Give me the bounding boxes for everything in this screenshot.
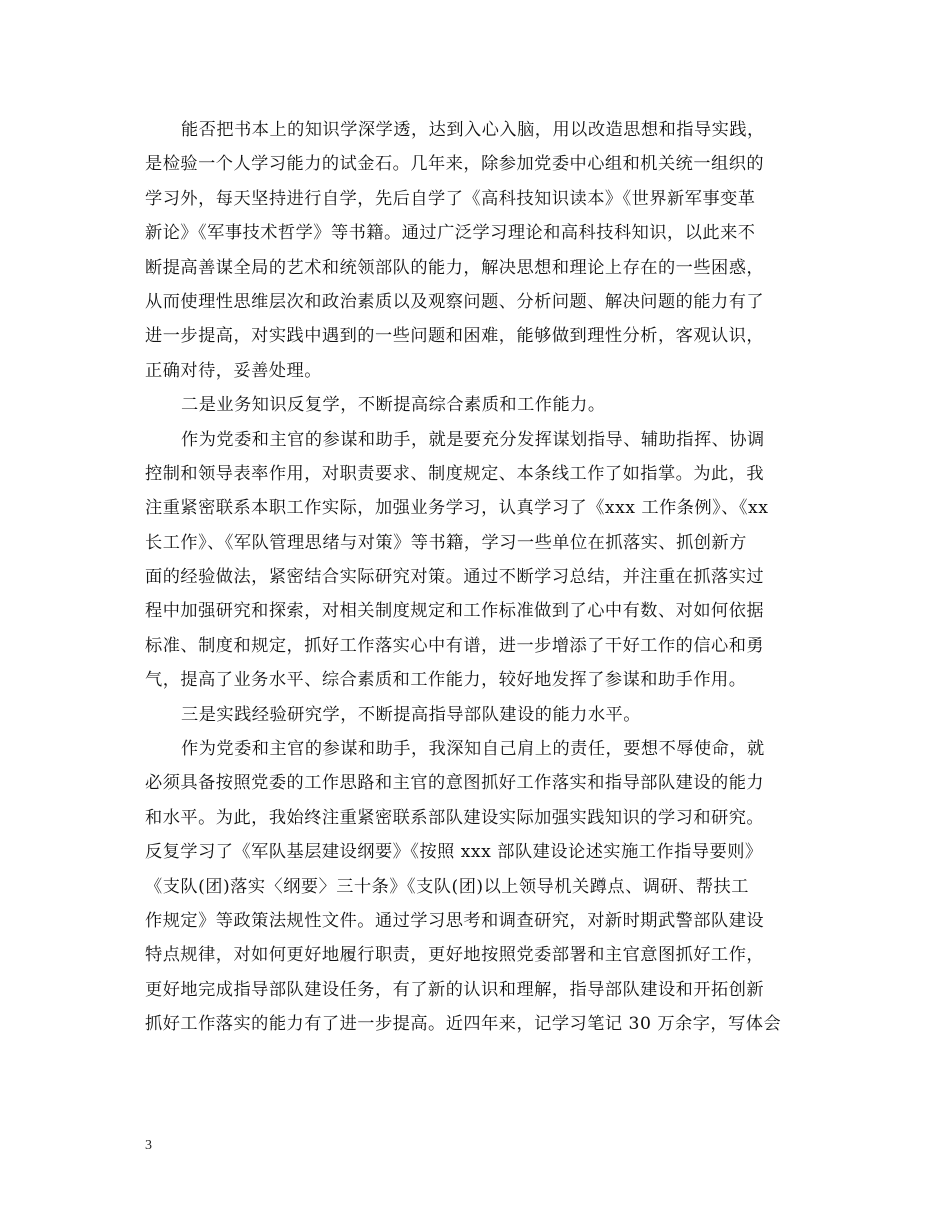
text-line: 注重紧密联系本职工作实际，加强业务学习，认真学习了《xxx 工作条例》、《xx xyxy=(145,498,769,519)
text-line: 气，提高了业务水平、综合素质和工作能力，较好地发挥了参谋和助手作用。 xyxy=(145,670,747,691)
text-line: 学习外，每天坚持进行自学，先后自学了《高科技知识读本》《世界新军事变革 xyxy=(145,188,756,209)
text-line: 正确对待，妥善处理。 xyxy=(145,360,322,381)
text-line: 标准、制度和规定，抓好工作落实心中有谱，进一步增添了干好工作的信心和勇 xyxy=(145,635,765,656)
text-line: 面的经验做法，紧密结合实际研究对策。通过不断学习总结，并注重在抓落实过 xyxy=(145,567,765,588)
text-line: 作为党委和主官的参谋和助手，就是要充分发挥谋划指导、辅助指挥、协调 xyxy=(181,429,765,450)
text-line: 特点规律，对如何更好地履行职责，更好地按照党委部署和主官意图抓好工作， xyxy=(145,945,765,966)
page-number: 3 xyxy=(145,1138,152,1153)
body-text xyxy=(145,113,812,1042)
text-line: 长工作》、《军队管理思绪与对策》等书籍，学习一些单位在抓落实、抓创新方 xyxy=(145,532,747,553)
section-heading: 二是业务知识反复学，不断提高综合素质和工作能力。 xyxy=(181,395,606,416)
text-line: 作规定》等政策法规性文件。通过学习思考和调查研究，对新时期武警部队建设 xyxy=(145,910,765,931)
section-heading: 三是实践经验研究学，不断提高指导部队建设的能力水平。 xyxy=(181,704,641,725)
text-line: 《支队(团)落实〈纲要〉三十条》《支队(团)以上领导机关蹲点、调研、帮扶工 xyxy=(145,876,749,897)
text-line: 控制和领导表率作用，对职责要求、制度规定、本条线工作了如指掌。为此，我 xyxy=(145,463,765,484)
text-line: 断提高善谋全局的艺术和统领部队的能力，解决思想和理论上存在的一些困惑， xyxy=(145,257,765,278)
text-line: 更好地完成指导部队建设任务，有了新的认识和理解，指导部队建设和开拓创新 xyxy=(145,979,765,1000)
text-line: 反复学习了《军队基层建设纲要》《按照 xxx 部队建设论述实施工作指导要则》 xyxy=(145,842,763,863)
text-line: 能否把书本上的知识学深学透，达到入心入脑，用以改造思想和指导实践， xyxy=(181,120,765,140)
text-line: 是检验一个人学习能力的试金石。几年来，除参加党委中心组和机关统一组织的 xyxy=(145,154,765,175)
text-line: 程中加强研究和探索，对相关制度规定和工作标准做到了心中有数、对如何依据 xyxy=(145,601,765,622)
text-line: 抓好工作落实的能力有了进一步提高。近四年来，记学习笔记 30 万余字，写体会 xyxy=(145,1014,782,1035)
text-line: 必须具备按照党委的工作思路和主官的意图抓好工作落实和指导部队建设的能力 xyxy=(145,773,765,794)
text-line: 从而使理性思维层次和政治素质以及观察问题、分析问题、解决问题的能力有了 xyxy=(145,291,765,312)
text-line: 进一步提高，对实践中遇到的一些问题和困难，能够做到理性分析，客观认识， xyxy=(145,326,765,347)
text-line: 和水平。为此，我始终注重紧密联系部队建设实际加强实践知识的学习和研究。 xyxy=(145,807,765,828)
text-line: 作为党委和主官的参谋和助手，我深知自己肩上的责任，要想不辱使命，就 xyxy=(181,739,765,760)
text-line: 新论》《军事技术哲学》等书籍。通过广泛学习理论和高科技科知识，以此来不 xyxy=(145,223,756,244)
